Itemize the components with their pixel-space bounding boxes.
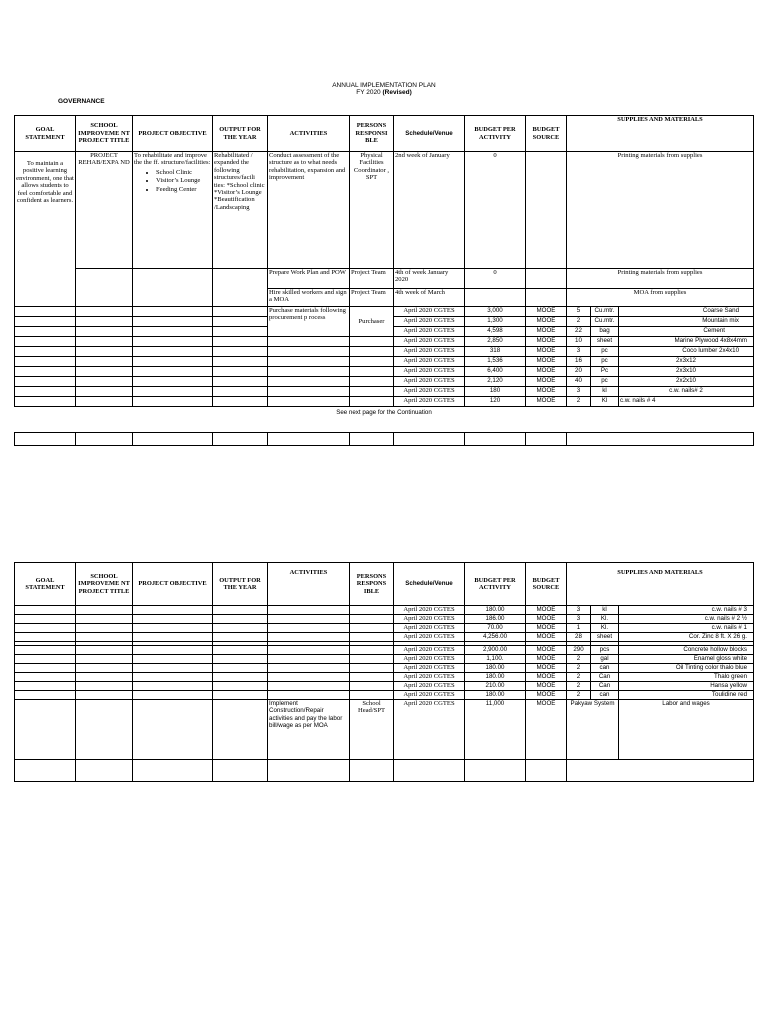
person-text: Project Team xyxy=(350,289,394,307)
cell-sched: April 2020 CGTES xyxy=(394,646,465,655)
cell-src: MOOE xyxy=(526,606,567,615)
cell-qty: 3 xyxy=(567,606,591,615)
output-for-year: Rehabilitated / expanded the following structures/facili ties: *School clinic *Visitor’s Lounge *Beautification /Landscaping xyxy=(213,152,268,269)
cell-budget: 2,900.00 xyxy=(465,646,526,655)
continuation-note: See next page for the Continuation xyxy=(15,407,754,433)
table-row: April 2020 CGTES 2,120 MOOE 40 pc 2x2x10 xyxy=(15,377,754,387)
cell-unit: Can xyxy=(591,673,619,682)
cell-desc: Oil Tinting color thalo blue xyxy=(619,664,754,673)
cell-budget: 186.00 xyxy=(465,615,526,624)
col-persons: PERSONS RESPONS IBLE xyxy=(350,563,394,606)
col-supplies: SUPPLIES AND MATERIALS xyxy=(567,116,754,152)
cell-desc: Thalo green xyxy=(619,673,754,682)
activity-text: Hire skilled workers and sign a MOA xyxy=(268,289,350,307)
cell-qty: 2 xyxy=(567,682,591,691)
col-activities: ACTIVITIES xyxy=(268,116,350,152)
cell-unit: sheet xyxy=(591,633,619,642)
implementation-table-2 xyxy=(14,562,754,782)
budget-text: 0 xyxy=(465,269,526,289)
table-row xyxy=(15,655,754,664)
col-schedule: Schedule/Venue xyxy=(394,116,465,152)
section-label: GOVERNANCE xyxy=(58,98,105,105)
cell-desc: Toulidine red xyxy=(619,691,754,700)
cell-unit: can xyxy=(591,691,619,700)
supplies-text: MOA from supplies xyxy=(567,289,754,307)
col-source: BUDGET SOURCE xyxy=(526,116,567,152)
col-objective: PROJECT OBJECTIVE xyxy=(133,116,213,152)
activity-text: Conduct assessment of the structure as to what needs rehabilitation, expansion and improvement xyxy=(268,152,350,269)
person-text: Project Team xyxy=(350,269,394,289)
cell-src: MOOE xyxy=(526,633,567,642)
cell-sched: April 2020 CGTES xyxy=(394,664,465,673)
cell-unit: kl xyxy=(591,606,619,615)
budget-text: 0 xyxy=(465,152,526,269)
cell-qty: 3 xyxy=(567,615,591,624)
table-row: April 2020 CGTES 6,400 MOOE 20 Pc 2x3x10 xyxy=(15,367,754,377)
cell-desc: Hansa yellow xyxy=(619,682,754,691)
col-output: OUTPUT FOR THE YEAR xyxy=(213,116,268,152)
col-source: BUDGET SOURCE xyxy=(526,563,567,606)
cell-budget: 180.00 xyxy=(465,606,526,615)
table-row xyxy=(15,760,754,782)
cell-src: MOOE xyxy=(526,673,567,682)
cell-unit: pcs xyxy=(591,646,619,655)
table-row xyxy=(15,433,754,446)
cell-sched: April 2020 CGTES xyxy=(394,673,465,682)
cell-budget: 210.00 xyxy=(465,682,526,691)
table-row: April 2020 CGTES 120 MOOE 2 Kl c.w. nails # 4 xyxy=(15,397,754,407)
cell-qty: 28 xyxy=(567,633,591,642)
table-row xyxy=(15,682,754,691)
cell-budget: 180.00 xyxy=(465,664,526,673)
table-row xyxy=(15,664,754,673)
col-budget: BUDGET PER ACTIVITY xyxy=(465,563,526,606)
supplies-text: Printing materials from supplies xyxy=(567,152,754,269)
goal-statement: To maintain a positive learning environment, one that allows students to feel comfortable and confident as learners. xyxy=(15,152,76,307)
table-row xyxy=(15,691,754,700)
col-goal: GOAL STATEMENT xyxy=(15,116,76,152)
table-header-row xyxy=(15,563,754,606)
table-row xyxy=(15,152,754,269)
cell-sched: April 2020 CGTES xyxy=(394,691,465,700)
col-schedule: Schedule/Venue xyxy=(394,563,465,606)
cell-src: MOOE xyxy=(526,646,567,655)
cell-src: MOOE xyxy=(526,682,567,691)
col-objective: PROJECT OBJECTIVE xyxy=(133,563,213,606)
cell-desc: c.w. nails # 3 xyxy=(619,606,754,615)
cell-desc: c.w. nails # 2 ½ xyxy=(619,615,754,624)
cell-unit: Kl. xyxy=(591,615,619,624)
table-row: April 2020 CGTES 318 MOOE 3 pc Coco lumber 2x4x10 xyxy=(15,347,754,357)
table-row xyxy=(15,606,754,615)
col-output: OUTPUT FOR THE YEAR xyxy=(213,563,268,606)
cell-sched: April 2020 CGTES xyxy=(394,624,465,633)
cell-sched: April 2020 CGTES xyxy=(394,682,465,691)
implementation-table-1 xyxy=(14,115,754,446)
cell-budget: 70.00 xyxy=(465,624,526,633)
col-budget: BUDGET PER ACTIVITY xyxy=(465,116,526,152)
table-row xyxy=(15,269,754,289)
cell-sched: April 2020 CGTES xyxy=(394,633,465,642)
person-text: Physical Facilities Coordinator , SPT xyxy=(350,152,394,269)
cell-budget: 180.00 xyxy=(465,691,526,700)
plan-title: ANNUAL IMPLEMENTATION PLAN xyxy=(332,82,436,89)
activity-text: Implement Construction/Repair activities and pay the labor bill/wage as per MOA xyxy=(268,700,350,760)
table-row xyxy=(15,646,754,655)
cell-desc: Enamel gloss white xyxy=(619,655,754,664)
cell-src: MOOE xyxy=(526,655,567,664)
col-title: SCHOOL IMPROVEME NT PROJECT TITLE xyxy=(76,563,133,606)
table-row xyxy=(15,624,754,633)
cell-qty: 2 xyxy=(567,664,591,673)
activity-text: Purchase materials following procurement p rocess xyxy=(268,307,350,337)
labor-row: Implement Construction/Repair activities and pay the labor bill/wage as per MOA School Head/SPT April 2020 CGTES 11,000 MOOE Pakyaw System Labor and wages xyxy=(15,700,754,760)
cell-qty: 290 xyxy=(567,646,591,655)
cell-qty: 2 xyxy=(567,655,591,664)
continuation-row xyxy=(15,407,754,433)
schedule-text: 2nd week of January xyxy=(394,152,465,269)
cell-budget: 1,100. xyxy=(465,655,526,664)
activity-text: Prepare Work Plan and POW xyxy=(268,269,350,289)
cell-sched: April 2020 CGTES xyxy=(394,655,465,664)
col-title: SCHOOL IMPROVEME NT PROJECT TITLE xyxy=(76,116,133,152)
table-row: April 2020 CGTES 1,300 MOOE 2 Cu.mtr. Mountain mix xyxy=(15,317,754,327)
col-goal: GOAL STATEMENT xyxy=(15,563,76,606)
cell-sched: April 2020 CGTES xyxy=(394,615,465,624)
cell-unit: gal xyxy=(591,655,619,664)
table-row: April 2020 CGTES 4,598 MOOE 22 bag Cement xyxy=(15,327,754,337)
cell-desc: Concrete hollow blocks xyxy=(619,646,754,655)
table-row: April 2020 CGTES 2,850 MOOE 10 sheet Marine Plywood 4x8x4mm xyxy=(15,337,754,347)
table-row xyxy=(15,633,754,642)
cell-unit: Kl. xyxy=(591,624,619,633)
cell-desc: Cor. Zinc 8 ft. X 26 g. xyxy=(619,633,754,642)
col-persons: PERSONS RESPONSI BLE xyxy=(350,116,394,152)
schedule-text: 4th week of March xyxy=(394,289,465,307)
supplies-text: Printing materials from supplies xyxy=(567,269,754,289)
cell-desc: c.w. nails # 1 xyxy=(619,624,754,633)
col-supplies: SUPPLIES AND MATERIALS xyxy=(567,563,754,606)
cell-sched: April 2020 CGTES xyxy=(394,606,465,615)
person-text: Purchaser xyxy=(350,307,394,337)
cell-src: MOOE xyxy=(526,615,567,624)
cell-unit: Can xyxy=(591,682,619,691)
cell-unit: can xyxy=(591,664,619,673)
cell-budget: 4,256.00 xyxy=(465,633,526,642)
cell-src: MOOE xyxy=(526,691,567,700)
table-header-row xyxy=(15,116,754,152)
table-row: April 2020 CGTES 1,536 MOOE 16 pc 2x3x12 xyxy=(15,357,754,367)
schedule-text: 4th of week January 2020 xyxy=(394,269,465,289)
table-row: Purchase materials following procurement p rocess Purchaser April 2020 CGTES 3,000 MOOE 5 Cu.mtr. Coarse Sand xyxy=(15,307,754,317)
cell-src: MOOE xyxy=(526,624,567,633)
cell-qty: 2 xyxy=(567,691,591,700)
cell-src: MOOE xyxy=(526,664,567,673)
table-row xyxy=(15,673,754,682)
project-objective: To rehabilitate and improve the the ff. structure/facilities: • School Clinic • Visitor’s Lounge • Feeding Center xyxy=(133,152,213,269)
table-row: April 2020 CGTES 180 MOOE 3 kl c.w. nails# 2 xyxy=(15,387,754,397)
cell-qty: 1 xyxy=(567,624,591,633)
person-text: School Head/SPT xyxy=(350,700,394,760)
cell-budget: 180.00 xyxy=(465,673,526,682)
plan-fy: FY 2020 (Revised) xyxy=(356,89,412,96)
project-title: PROJECT REHAB/EXPA ND xyxy=(76,152,133,269)
col-activities: ACTIVITIES xyxy=(268,563,350,606)
cell-qty: 2 xyxy=(567,673,591,682)
table-row xyxy=(15,615,754,624)
